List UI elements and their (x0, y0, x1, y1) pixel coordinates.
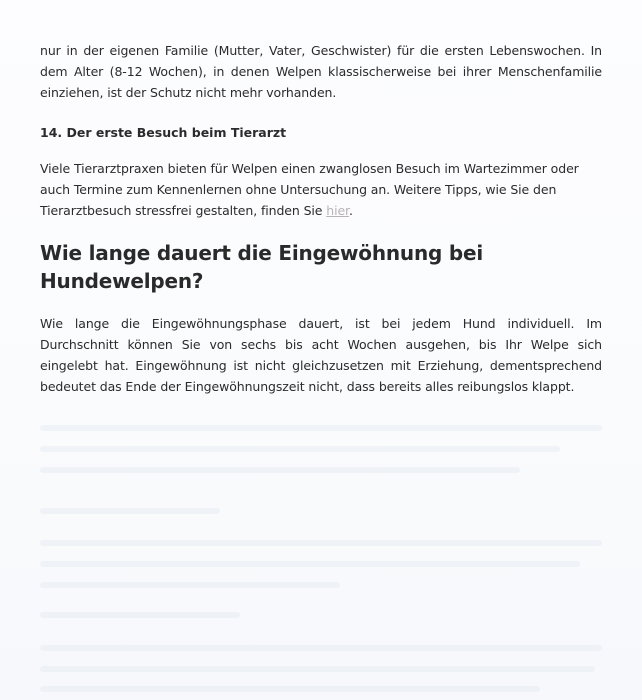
show-through-line (40, 467, 520, 473)
section-heading-vet-visit: 14. Der erste Besuch beim Tierarzt (40, 125, 287, 140)
paragraph-family-protection: nur in der eigenen Familie (Mutter, Vater, Geschwister) für die ersten Lebenswochen. In dem Alter (8-12 Wochen), in denen Welpen klassischerweise bei ihrer Menschenfamilie einziehen, ist der Schutz nicht mehr vorhanden. (40, 43, 602, 100)
page-heading-acclimatization: Wie lange dauert die Eingewöhnung bei Hundewelpen? (40, 241, 484, 293)
paragraph-vet-visit-text: Viele Tierarztpraxen bieten für Welpen einen zwanglosen Besuch im Wartezimmer oder auch Termine zum Kennenlernen ohne Untersuchung an. Weitere Tipps, wie Sie den Tierarztbesuch stressfrei gestalten, finden Sie (40, 161, 579, 218)
paragraph-acclimatization-duration: Wie lange die Eingewöhnungsphase dauert, ist bei jedem Hund individuell. Im Durchschnitt können Sie von sechs bis acht Wochen ausgehen, bis Ihr Welpe sich eingelebt hat. Eingewöhnung ist nicht gleichzusetzen mit Erziehung, dementsprechend bedeutet das Ende der Eingewöhnungszeit nicht, dass bereits alles reibungslos klappt. (40, 316, 602, 394)
show-through-line (40, 645, 602, 651)
hier-link[interactable]: hier (326, 203, 349, 218)
show-through-line (40, 561, 580, 567)
paragraph-vet-visit-end: . (348, 203, 353, 218)
show-through-line (40, 686, 540, 692)
show-through-line (40, 508, 220, 514)
show-through-line (40, 425, 602, 431)
show-through-line (40, 540, 602, 546)
paragraph-vet-visit (40, 158, 602, 221)
show-through-line (40, 446, 560, 452)
show-through-line (40, 582, 340, 588)
show-through-line (40, 612, 240, 618)
show-through-line (40, 666, 595, 672)
